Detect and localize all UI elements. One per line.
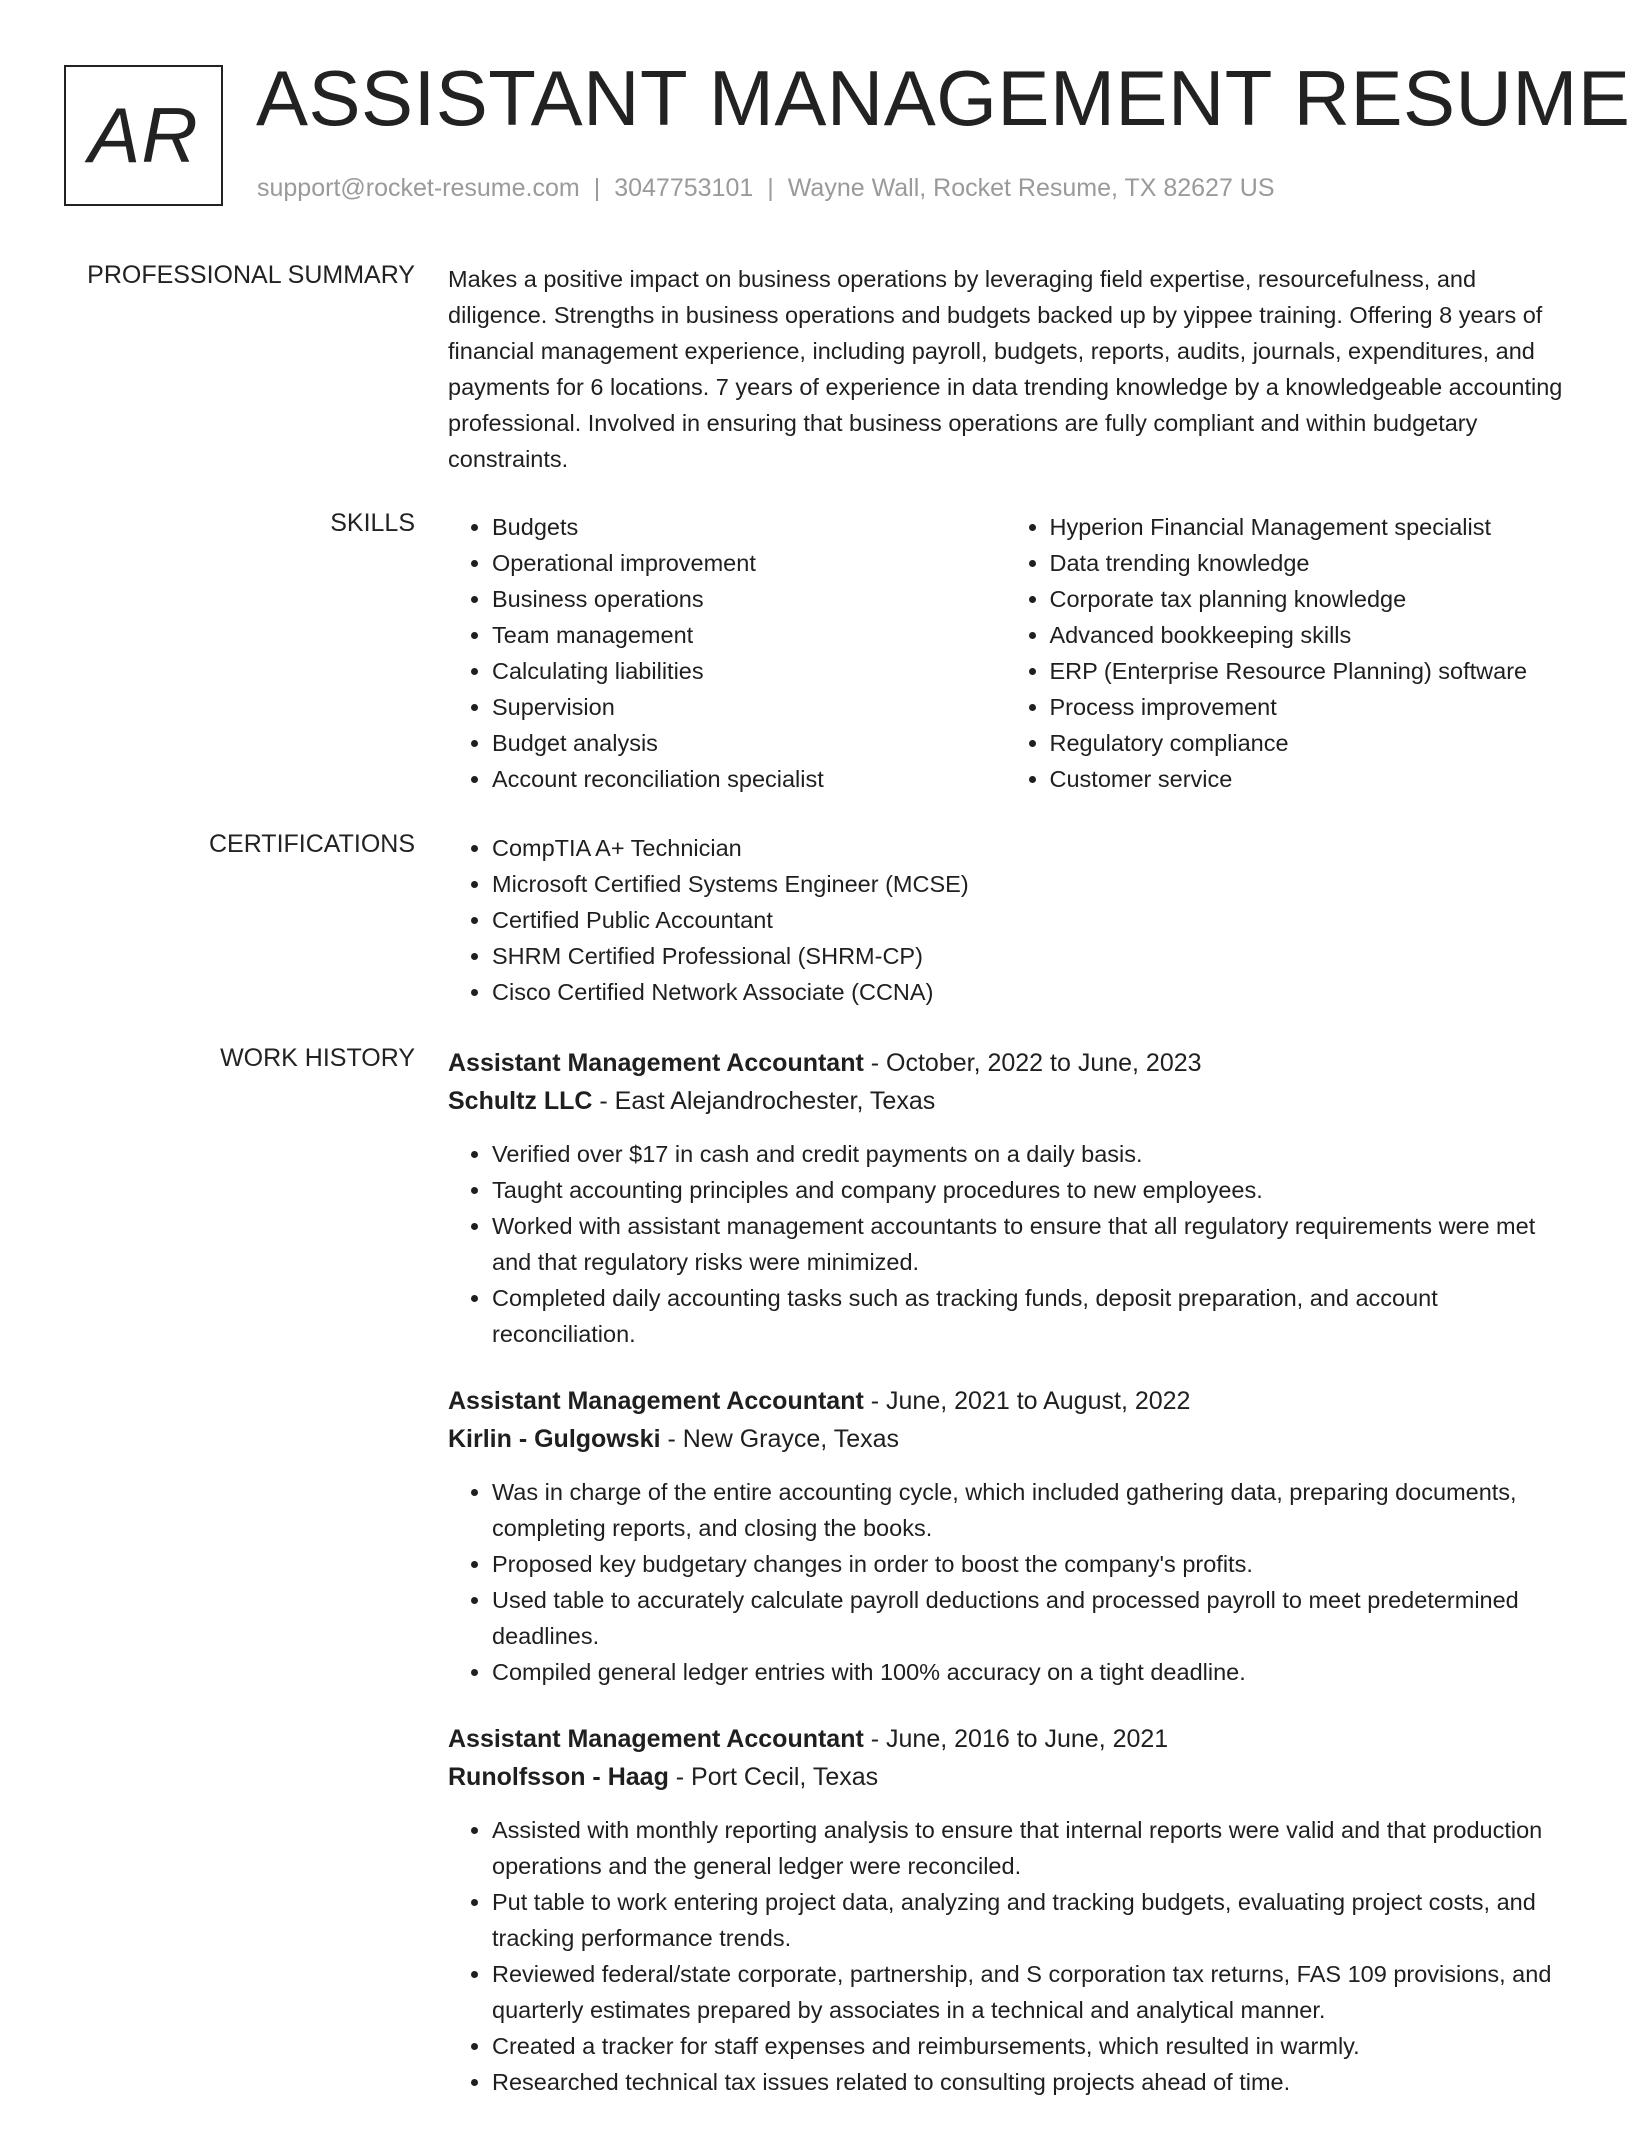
job-title: Assistant Management Accountant xyxy=(448,1049,864,1077)
job-location: - New Grayce, Texas xyxy=(660,1425,900,1453)
job-bullet: • Verified over $17 in cash and credit payments on a daily basis. xyxy=(492,1136,1563,1172)
monogram-initials: AR xyxy=(88,91,199,179)
contact-separator: | xyxy=(593,174,601,202)
skill-item: • Business operations xyxy=(492,581,1006,617)
job-entry xyxy=(448,1720,1563,2100)
job-title-line xyxy=(448,1044,1563,1082)
skill-item: • Budget analysis xyxy=(492,725,1006,761)
skill-item: • Budgets xyxy=(492,509,1006,545)
job-company-line xyxy=(448,1758,1563,1796)
job-company: Schultz LLC xyxy=(448,1087,593,1115)
work-history-body xyxy=(448,1044,1563,2130)
job-company: Kirlin - Gulgowski xyxy=(448,1425,661,1453)
job-bullet: • Researched technical tax issues related to consulting projects ahead of time. xyxy=(492,2064,1563,2100)
skill-item: • Calculating liabilities xyxy=(492,653,1006,689)
skill-item: • Customer service xyxy=(1050,761,1564,797)
skill-item: • ERP (Enterprise Resource Planning) software xyxy=(1050,653,1564,689)
skills-list-left xyxy=(448,509,1006,797)
skill-item: • Corporate tax planning knowledge xyxy=(1050,581,1564,617)
skill-item: • Operational improvement xyxy=(492,545,1006,581)
job-dates: - June, 2021 to August, 2022 xyxy=(863,1387,1191,1415)
certification-item: • Certified Public Accountant xyxy=(492,902,1563,938)
certification-item: • Cisco Certified Network Associate (CCNA) xyxy=(492,974,1563,1010)
skill-item: • Advanced bookkeeping skills xyxy=(1050,617,1564,653)
job-title-line xyxy=(448,1382,1563,1420)
certification-item: • Microsoft Certified Systems Engineer (MCSE) xyxy=(492,866,1563,902)
skill-item: • Account reconciliation specialist xyxy=(492,761,1006,797)
skill-item: • Hyperion Financial Management specialist xyxy=(1050,509,1564,545)
job-bullet: • Reviewed federal/state corporate, partnership, and S corporation tax returns, FAS 109 provisions, and quarterly estimates prepared by associates in a technical and analytical manner. xyxy=(492,1956,1563,2028)
certification-item: • SHRM Certified Professional (SHRM-CP) xyxy=(492,938,1563,974)
job-title-line xyxy=(448,1720,1563,1758)
job-bullet: • Completed daily accounting tasks such as tracking funds, deposit preparation, and account reconciliation. xyxy=(492,1280,1563,1352)
resume-title: ASSISTANT MANAGEMENT RESUME xyxy=(256,54,1631,142)
job-company-line xyxy=(448,1082,1563,1120)
job-bullet: • Assisted with monthly reporting analysis to ensure that internal reports were valid and that production operations and the general ledger were reconciled. xyxy=(492,1812,1563,1884)
section-label-summary: PROFESSIONAL SUMMARY xyxy=(87,261,415,289)
job-bullet: • Put table to work entering project data, analyzing and tracking budgets, evaluating project costs, and tracking performance trends. xyxy=(492,1884,1563,1956)
section-label-skills: SKILLS xyxy=(330,509,415,537)
job-bullet: • Compiled general ledger entries with 100% accuracy on a tight deadline. xyxy=(492,1654,1563,1690)
certifications-list xyxy=(448,830,1563,1010)
job-bullet: • Proposed key budgetary changes in order to boost the company's profits. xyxy=(492,1546,1563,1582)
job-bullets xyxy=(448,1136,1563,1352)
job-entry xyxy=(448,1044,1563,1352)
job-title: Assistant Management Accountant xyxy=(448,1387,864,1415)
skill-item: • Process improvement xyxy=(1050,689,1564,725)
job-dates: - October, 2022 to June, 2023 xyxy=(863,1049,1202,1077)
job-location: - Port Cecil, Texas xyxy=(668,1763,879,1791)
job-bullets xyxy=(448,1812,1563,2100)
certifications-body xyxy=(448,830,1563,1010)
job-entry xyxy=(448,1382,1563,1690)
section-label-certifications: CERTIFICATIONS xyxy=(208,830,415,858)
certification-item: • CompTIA A+ Technician xyxy=(492,830,1563,866)
section-label-work-history: WORK HISTORY xyxy=(220,1044,415,1072)
skills-list-right xyxy=(1006,509,1564,797)
job-bullets xyxy=(448,1474,1563,1690)
job-bullet: • Worked with assistant management accountants to ensure that all regulatory requirements were met and that regulatory risks were minimized. xyxy=(492,1208,1563,1280)
skill-item: • Data trending knowledge xyxy=(1050,545,1564,581)
skill-item: • Supervision xyxy=(492,689,1006,725)
job-dates: - June, 2016 to June, 2021 xyxy=(863,1725,1169,1753)
contact-phone[interactable]: 3047753101 xyxy=(614,174,754,202)
job-bullet: • Was in charge of the entire accounting cycle, which included gathering data, preparing documents, completing reports, and closing the books. xyxy=(492,1474,1563,1546)
contact-line xyxy=(257,174,1275,203)
job-company: Runolfsson - Haag xyxy=(448,1763,669,1791)
job-location: - East Alejandrochester, Texas xyxy=(592,1087,936,1115)
monogram-box xyxy=(64,65,223,206)
job-bullet: • Created a tracker for staff expenses and reimbursements, which resulted in warmly. xyxy=(492,2028,1563,2064)
skill-item: • Regulatory compliance xyxy=(1050,725,1564,761)
summary-text: Makes a positive impact on business operations by leveraging field expertise, resourcefulness, and diligence. Strengths in business operations and budgets backed up by yippee training. Offering 8 years of financial management experience, including payroll, budgets, reports, audits, journals, expenditures, and payments for 6 locations. 7 years of experience in data trending knowledge by a knowledgeable accounting professional. Involved in ensuring that business operations are fully compliant and within budgetary constraints. xyxy=(448,266,1563,472)
contact-email[interactable]: support@rocket-resume.com xyxy=(257,174,580,202)
skill-item: • Team management xyxy=(492,617,1006,653)
job-bullet: • Used table to accurately calculate payroll deductions and processed payroll to meet predetermined deadlines. xyxy=(492,1582,1563,1654)
job-company-line xyxy=(448,1420,1563,1458)
job-bullet: • Taught accounting principles and company procedures to new employees. xyxy=(492,1172,1563,1208)
contact-separator: | xyxy=(767,174,774,202)
contact-address: Wayne Wall, Rocket Resume, TX 82627 US xyxy=(787,174,1275,202)
skills-grid xyxy=(448,509,1563,797)
job-title: Assistant Management Accountant xyxy=(448,1725,864,1753)
